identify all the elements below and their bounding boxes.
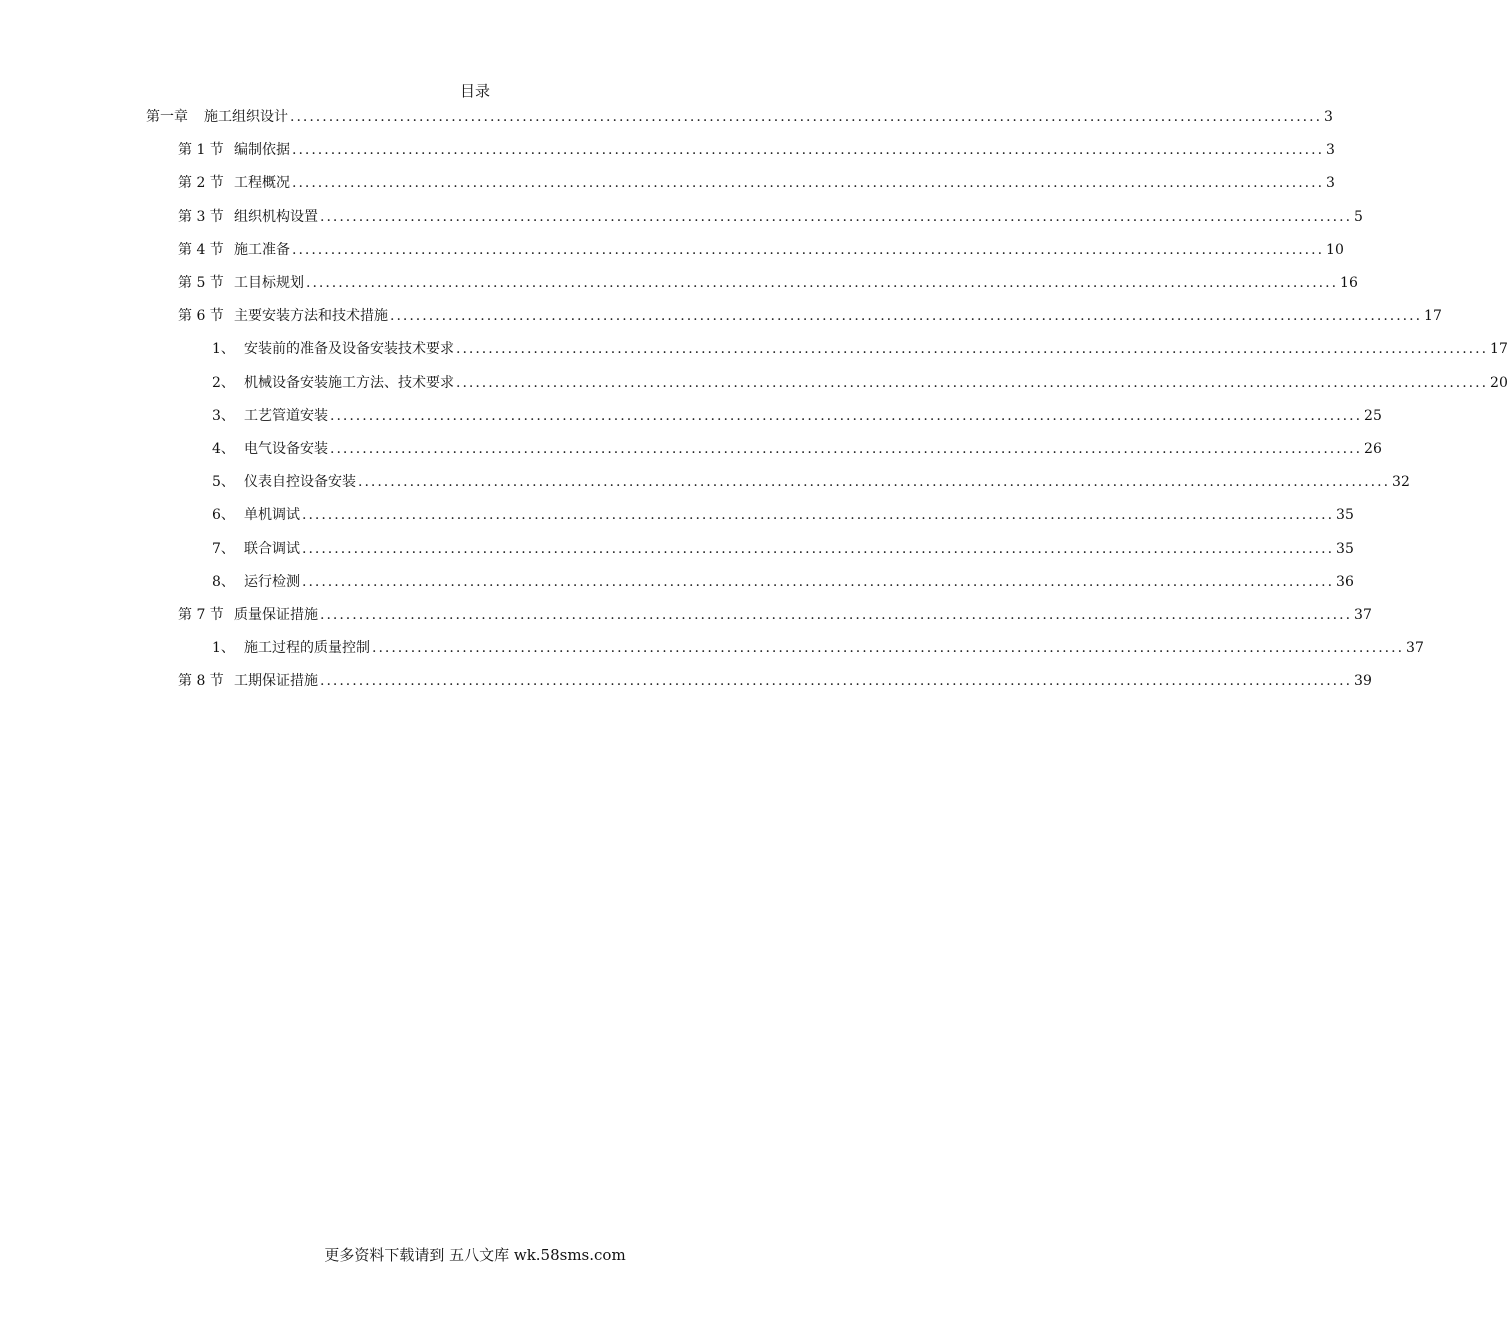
toc-entry-number: 7、 bbox=[212, 540, 235, 557]
toc-entry-heading bbox=[212, 372, 454, 394]
toc-entry-label: 工期保证措施 bbox=[234, 673, 318, 690]
toc-entry-label: 仪表自控设备安装 bbox=[244, 474, 356, 491]
toc-entry-number: 2、 bbox=[212, 374, 235, 391]
toc-dot-leader: ................................................................................................................................................................ bbox=[302, 573, 1335, 590]
toc-entry-number: 第 8 节 bbox=[178, 673, 224, 690]
toc-entry-label: 质量保证措施 bbox=[234, 607, 318, 623]
toc-entry-page-number: 17 bbox=[1424, 308, 1442, 325]
toc-entry-label: 主要安装方法和技术措施 bbox=[234, 308, 388, 325]
toc-entry-label: 工程概况 bbox=[234, 175, 290, 192]
toc-entry[interactable] bbox=[212, 438, 1382, 460]
toc-entry-heading bbox=[178, 670, 318, 692]
toc-entry-page-number: 26 bbox=[1364, 441, 1382, 457]
toc-entry[interactable] bbox=[178, 139, 1335, 161]
toc-entry-page-number: 3 bbox=[1324, 109, 1333, 125]
toc-entry-number: 6、 bbox=[212, 507, 235, 524]
toc-entry-page-number: 20 bbox=[1490, 374, 1508, 391]
toc-entry[interactable] bbox=[178, 670, 1372, 692]
toc-entry-page-number: 16 bbox=[1340, 275, 1358, 291]
toc-entry-label: 施工组织设计 bbox=[204, 109, 288, 125]
toc-entry-heading bbox=[178, 206, 318, 228]
toc-dot-leader: ................................................................................................................................................................ bbox=[330, 441, 1363, 457]
toc-entry[interactable] bbox=[178, 272, 1358, 294]
toc-entry-number: 第 3 节 bbox=[178, 208, 224, 225]
toc-entry-heading bbox=[212, 637, 370, 659]
toc-entry-number: 第 5 节 bbox=[178, 275, 224, 291]
toc-dot-leader: ................................................................................................................................................................ bbox=[320, 208, 1353, 225]
toc-entry-number: 第 2 节 bbox=[178, 175, 224, 192]
toc-dot-leader: ................................................................................................................................................................ bbox=[290, 109, 1323, 125]
toc-entry-number: 第 7 节 bbox=[178, 607, 224, 623]
toc-entry-heading bbox=[212, 571, 300, 593]
toc-dot-leader: ................................................................................................................................................................ bbox=[292, 142, 1325, 159]
toc-entry[interactable] bbox=[212, 504, 1354, 526]
toc-entry[interactable] bbox=[212, 338, 1508, 360]
toc-entry-number: 1、 bbox=[212, 341, 235, 358]
toc-entry[interactable] bbox=[178, 172, 1335, 194]
toc-entry-label: 编制依据 bbox=[234, 142, 290, 159]
toc-entry[interactable] bbox=[178, 305, 1442, 327]
toc-entry-label: 工艺管道安装 bbox=[244, 407, 328, 424]
toc-entry[interactable] bbox=[212, 372, 1508, 394]
toc-entry-label: 机械设备安装施工方法、技术要求 bbox=[244, 374, 454, 391]
toc-entry-number: 4、 bbox=[212, 441, 235, 457]
toc-dot-leader: ................................................................................................................................................................ bbox=[320, 607, 1353, 623]
toc-entry[interactable] bbox=[212, 637, 1424, 659]
toc-entry-heading bbox=[212, 471, 356, 493]
toc-entry-page-number: 5 bbox=[1354, 208, 1363, 225]
toc-entry-page-number: 10 bbox=[1326, 241, 1344, 258]
toc-dot-leader: ................................................................................................................................................................ bbox=[372, 640, 1405, 657]
toc-dot-leader: ................................................................................................................................................................ bbox=[292, 241, 1325, 258]
toc-entry-heading bbox=[212, 438, 328, 460]
toc-entry-heading bbox=[212, 405, 328, 427]
toc-entry-label: 安装前的准备及设备安装技术要求 bbox=[244, 341, 454, 358]
toc-entry-page-number: 3 bbox=[1326, 175, 1335, 192]
toc-entry-page-number: 32 bbox=[1392, 474, 1410, 491]
toc-dot-leader: ................................................................................................................................................................ bbox=[390, 308, 1423, 325]
toc-entry-heading bbox=[178, 172, 290, 194]
toc-dot-leader: ................................................................................................................................................................ bbox=[358, 474, 1391, 491]
toc-entry-number: 8、 bbox=[212, 573, 235, 590]
toc-entry-page-number: 37 bbox=[1354, 607, 1372, 623]
toc-dot-leader: ................................................................................................................................................................ bbox=[302, 540, 1335, 557]
toc-entry[interactable] bbox=[212, 571, 1354, 593]
toc-entry[interactable] bbox=[212, 471, 1410, 493]
toc-title: 目录 bbox=[459, 82, 490, 100]
toc-entry-label: 施工准备 bbox=[234, 241, 290, 258]
toc-entry-heading bbox=[212, 504, 300, 526]
toc-entry-page-number: 36 bbox=[1336, 573, 1354, 590]
toc-dot-leader: ................................................................................................................................................................ bbox=[330, 407, 1363, 424]
toc-dot-leader: ................................................................................................................................................................ bbox=[456, 374, 1489, 391]
toc-entry-page-number: 35 bbox=[1336, 540, 1354, 557]
toc-entry-label: 工目标规划 bbox=[234, 275, 304, 291]
toc-entry-label: 电气设备安装 bbox=[244, 441, 328, 457]
toc-entry-page-number: 25 bbox=[1364, 407, 1382, 424]
toc-entry-label: 组织机构设置 bbox=[234, 208, 318, 225]
toc-entry-number: 3、 bbox=[212, 407, 235, 424]
toc-dot-leader: ................................................................................................................................................................ bbox=[456, 341, 1489, 358]
toc-entry-heading bbox=[178, 305, 388, 327]
toc-entry-label: 联合调试 bbox=[244, 540, 300, 557]
toc-entry-page-number: 37 bbox=[1406, 640, 1424, 657]
toc-entry-label: 单机调试 bbox=[244, 507, 300, 524]
toc-entry-heading bbox=[178, 604, 318, 626]
toc-entry-number: 1、 bbox=[212, 640, 235, 657]
toc-entry[interactable] bbox=[212, 405, 1382, 427]
toc-entry-label: 施工过程的质量控制 bbox=[244, 640, 370, 657]
toc-entry-number: 第 6 节 bbox=[178, 308, 224, 325]
toc-entry[interactable] bbox=[178, 604, 1372, 626]
toc-entry-number: 第 4 节 bbox=[178, 241, 224, 258]
toc-entry-number: 第一章 bbox=[146, 109, 188, 125]
toc-entry[interactable] bbox=[178, 239, 1344, 261]
toc-entry-page-number: 17 bbox=[1490, 341, 1508, 358]
toc-dot-leader: ................................................................................................................................................................ bbox=[306, 275, 1339, 291]
toc-entry-label: 运行检测 bbox=[244, 573, 300, 590]
toc-entry-number: 第 1 节 bbox=[178, 142, 224, 159]
toc-entry[interactable] bbox=[212, 538, 1354, 560]
footer-download-note: 更多资料下载请到 五八文库 wk.58sms.com bbox=[324, 1246, 626, 1264]
toc-dot-leader: ................................................................................................................................................................ bbox=[302, 507, 1335, 524]
toc-dot-leader: ................................................................................................................................................................ bbox=[292, 175, 1325, 192]
toc-entry-heading bbox=[178, 239, 290, 261]
toc-entry-heading bbox=[212, 538, 300, 560]
toc-entry-page-number: 35 bbox=[1336, 507, 1354, 524]
toc-entry[interactable] bbox=[178, 206, 1363, 228]
toc-entry-number: 5、 bbox=[212, 474, 235, 491]
toc-entry-heading bbox=[178, 139, 290, 161]
toc-entry-heading bbox=[146, 106, 288, 128]
toc-entry-heading bbox=[212, 338, 454, 360]
toc-dot-leader: ................................................................................................................................................................ bbox=[320, 673, 1353, 690]
toc-entry-heading bbox=[178, 272, 304, 294]
toc-entry-page-number: 3 bbox=[1326, 142, 1335, 159]
toc-entry[interactable] bbox=[146, 106, 1333, 128]
toc-entry-page-number: 39 bbox=[1354, 673, 1372, 690]
